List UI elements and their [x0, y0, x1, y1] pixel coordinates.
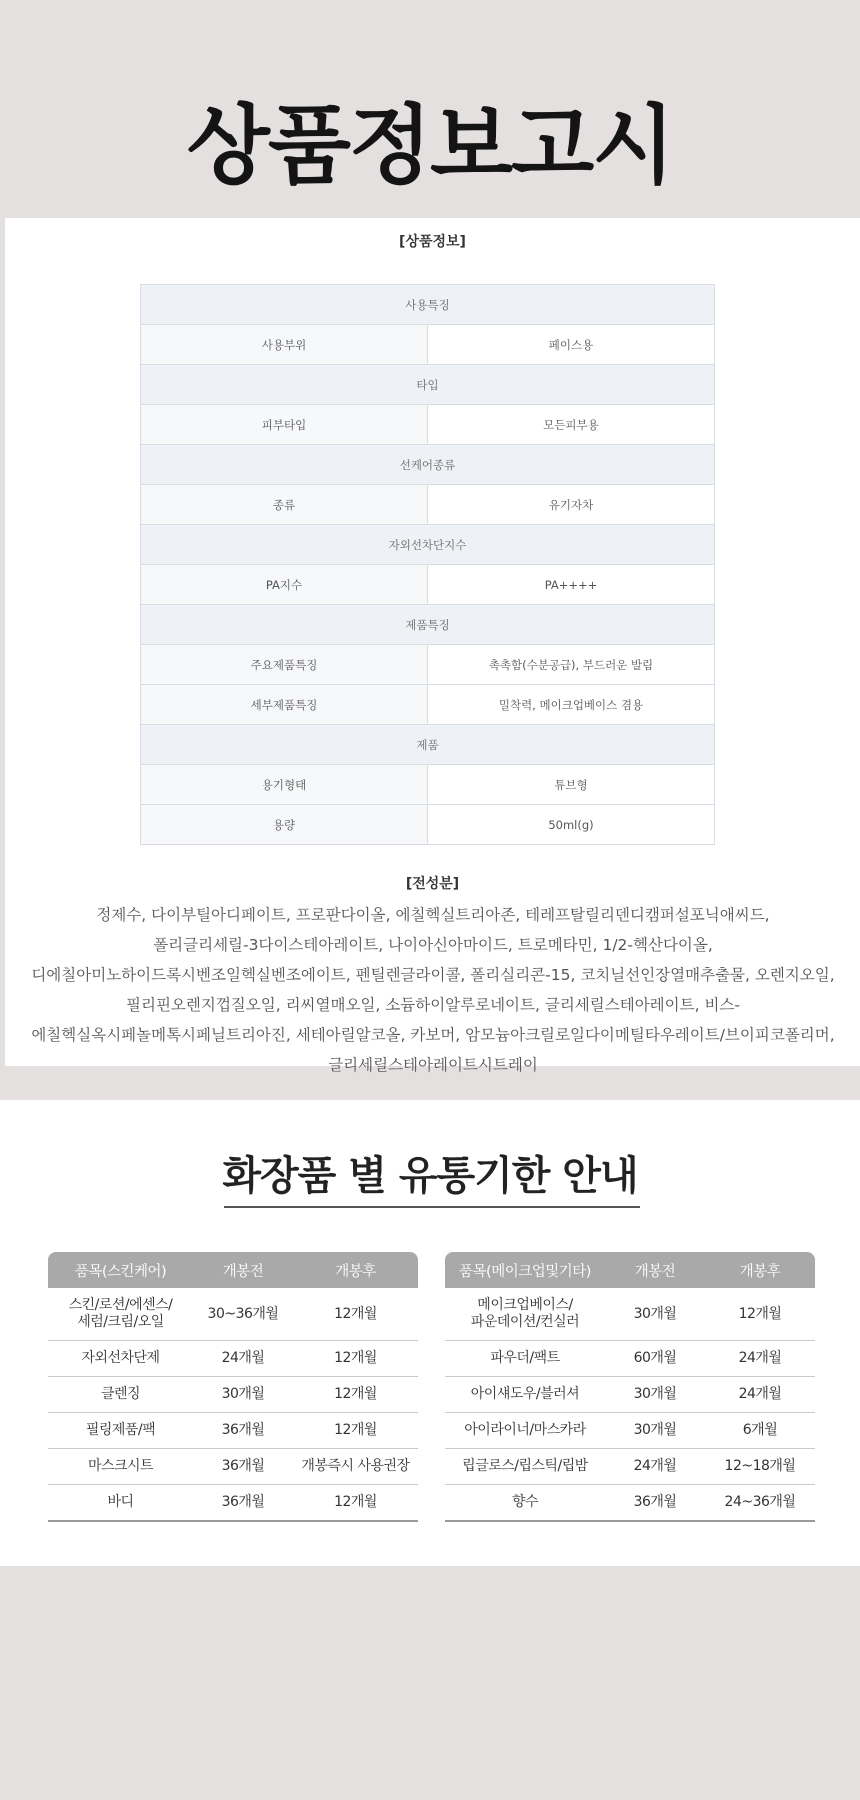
- expiry-before-opening: 24개월: [605, 1449, 705, 1485]
- info-group-row: [141, 525, 715, 565]
- expiry-before-opening: 30개월: [193, 1377, 293, 1413]
- table-row: [48, 1485, 418, 1522]
- info-group-row: [141, 725, 715, 765]
- expiry-item: 자외선차단제: [48, 1341, 193, 1377]
- expiry-item: 바디: [48, 1485, 193, 1522]
- info-group-label: 제품: [141, 725, 715, 765]
- info-pair-row: [141, 765, 715, 805]
- column-header-after-opening: 개봉후: [293, 1252, 418, 1288]
- info-key: 용기형태: [141, 765, 428, 805]
- info-key: 세부제품특징: [141, 685, 428, 725]
- expiry-after-opening: 12개월: [293, 1485, 418, 1522]
- ingredients-text: 정제수, 다이부틸아디페이트, 프로판다이올, 에칠헥실트리아존, 테레프탈릴리덴디캠퍼설포닉애씨드, 폴리글리세릴-3다이스테아레이트, 나이아신아마이드, 트로메타민, 1/2-헥산다이올, 디에칠아미노하이드록시벤조일헥실벤조에이트, 펜틸렌글라이콜, 폴리실리콘-15, 코치닐선인장열매추출물, 오렌지오일, 필리핀오렌지껍질오일, 리씨열매오일, 소듐하이알루로네이트, 글리세릴스테아레이트, 비스-에칠헥실옥시페놀메톡시페닐트리아진, 세테아릴알코올, 카보머, 암모늄아크릴로일다이메틸타우레이트/브이피코폴리머, 글리세릴스테아레이트시트레이: [31, 906, 835, 1074]
- expiry-before-opening: 30개월: [605, 1288, 705, 1341]
- title-underline: [224, 1206, 640, 1208]
- column-header-before-opening: 개봉전: [605, 1252, 705, 1288]
- product-info-heading: [상품정보]: [399, 234, 466, 250]
- info-pair-row: [141, 645, 715, 685]
- expiry-after-opening: 6개월: [705, 1413, 815, 1449]
- column-header-item: 품목(메이크업및기타): [445, 1252, 605, 1288]
- column-header-before-opening: 개봉전: [193, 1252, 293, 1288]
- expiry-before-opening: 30개월: [605, 1377, 705, 1413]
- info-pair-row: [141, 485, 715, 525]
- info-pair-row: [141, 325, 715, 365]
- expiry-before-opening: 36개월: [605, 1485, 705, 1522]
- info-value: 유기자차: [428, 485, 715, 525]
- expiry-guide-title: 화장품 별 유통기한 안내: [222, 1153, 638, 1199]
- info-pair-row: [141, 805, 715, 845]
- expiry-before-opening: 30개월: [605, 1413, 705, 1449]
- info-pair-row: [141, 685, 715, 725]
- info-key: 용량: [141, 805, 428, 845]
- makeup-expiry-table: [445, 1252, 815, 1522]
- info-group-label: 자외선차단지수: [141, 525, 715, 565]
- column-header-item: 품목(스킨케어): [48, 1252, 193, 1288]
- info-value: 모든피부용: [428, 405, 715, 445]
- expiry-after-opening: 12~18개월: [705, 1449, 815, 1485]
- expiry-item: 향수: [445, 1485, 605, 1522]
- info-key: 사용부위: [141, 325, 428, 365]
- expiry-after-opening: 12개월: [293, 1377, 418, 1413]
- expiry-after-opening: 12개월: [293, 1413, 418, 1449]
- info-key: 종류: [141, 485, 428, 525]
- info-value: 50ml(g): [428, 805, 715, 845]
- table-row: [48, 1288, 418, 1341]
- expiry-item: 필링제품/팩: [48, 1413, 193, 1449]
- expiry-after-opening: 24개월: [705, 1377, 815, 1413]
- info-group-row: [141, 605, 715, 645]
- info-group-row: [141, 445, 715, 485]
- expiry-item: 마스크시트: [48, 1449, 193, 1485]
- table-row: [445, 1377, 815, 1413]
- info-group-row: [141, 285, 715, 325]
- product-info-table: [140, 284, 715, 845]
- expiry-after-opening: 12개월: [705, 1288, 815, 1341]
- expiry-after-opening: 개봉즉시 사용권장: [293, 1449, 418, 1485]
- expiry-after-opening: 12개월: [293, 1288, 418, 1341]
- ingredients-heading: [전성분]: [405, 876, 460, 892]
- info-group-row: [141, 365, 715, 405]
- expiry-item: 파우더/팩트: [445, 1341, 605, 1377]
- expiry-before-opening: 36개월: [193, 1413, 293, 1449]
- expiry-before-opening: 36개월: [193, 1485, 293, 1522]
- page-title: 상품정보고시: [186, 96, 674, 196]
- info-value: PA++++: [428, 565, 715, 605]
- table-row: [445, 1485, 815, 1522]
- table-row: [445, 1288, 815, 1341]
- expiry-before-opening: 60개월: [605, 1341, 705, 1377]
- expiry-before-opening: 30~36개월: [193, 1288, 293, 1341]
- table-row: [48, 1377, 418, 1413]
- info-group-label: 사용특징: [141, 285, 715, 325]
- expiry-after-opening: 12개월: [293, 1341, 418, 1377]
- info-group-label: 타입: [141, 365, 715, 405]
- info-key: PA지수: [141, 565, 428, 605]
- info-pair-row: [141, 405, 715, 445]
- expiry-item: 클렌징: [48, 1377, 193, 1413]
- expiry-item: 메이크업베이스/ 파운데이션/컨실러: [445, 1288, 605, 1341]
- info-value: 촉촉함(수분공급), 부드러운 발림: [428, 645, 715, 685]
- info-value: 페이스용: [428, 325, 715, 365]
- info-group-label: 선케어종류: [141, 445, 715, 485]
- expiry-after-opening: 24개월: [705, 1341, 815, 1377]
- expiry-item: 아이섀도우/블러셔: [445, 1377, 605, 1413]
- table-row: [48, 1341, 418, 1377]
- info-value: 밀착력, 메이크업베이스 겸용: [428, 685, 715, 725]
- expiry-before-opening: 24개월: [193, 1341, 293, 1377]
- table-row: [445, 1449, 815, 1485]
- expiry-guide-panel: [0, 1100, 860, 1566]
- column-header-after-opening: 개봉후: [705, 1252, 815, 1288]
- product-info-panel: [5, 218, 860, 1074]
- table-row: [445, 1341, 815, 1377]
- skincare-expiry-table: [48, 1252, 418, 1522]
- table-row: [48, 1413, 418, 1449]
- table-row: [445, 1413, 815, 1449]
- info-group-label: 제품특징: [141, 605, 715, 645]
- expiry-item: 립글로스/립스틱/립밤: [445, 1449, 605, 1485]
- table-row: [48, 1449, 418, 1485]
- expiry-item: 아이라이너/마스카라: [445, 1413, 605, 1449]
- expiry-item: 스킨/로션/에센스/ 세럼/크림/오일: [48, 1288, 193, 1341]
- info-key: 주요제품특징: [141, 645, 428, 685]
- expiry-after-opening: 24~36개월: [705, 1485, 815, 1522]
- info-key: 피부타입: [141, 405, 428, 445]
- info-pair-row: [141, 565, 715, 605]
- info-value: 튜브형: [428, 765, 715, 805]
- expiry-before-opening: 36개월: [193, 1449, 293, 1485]
